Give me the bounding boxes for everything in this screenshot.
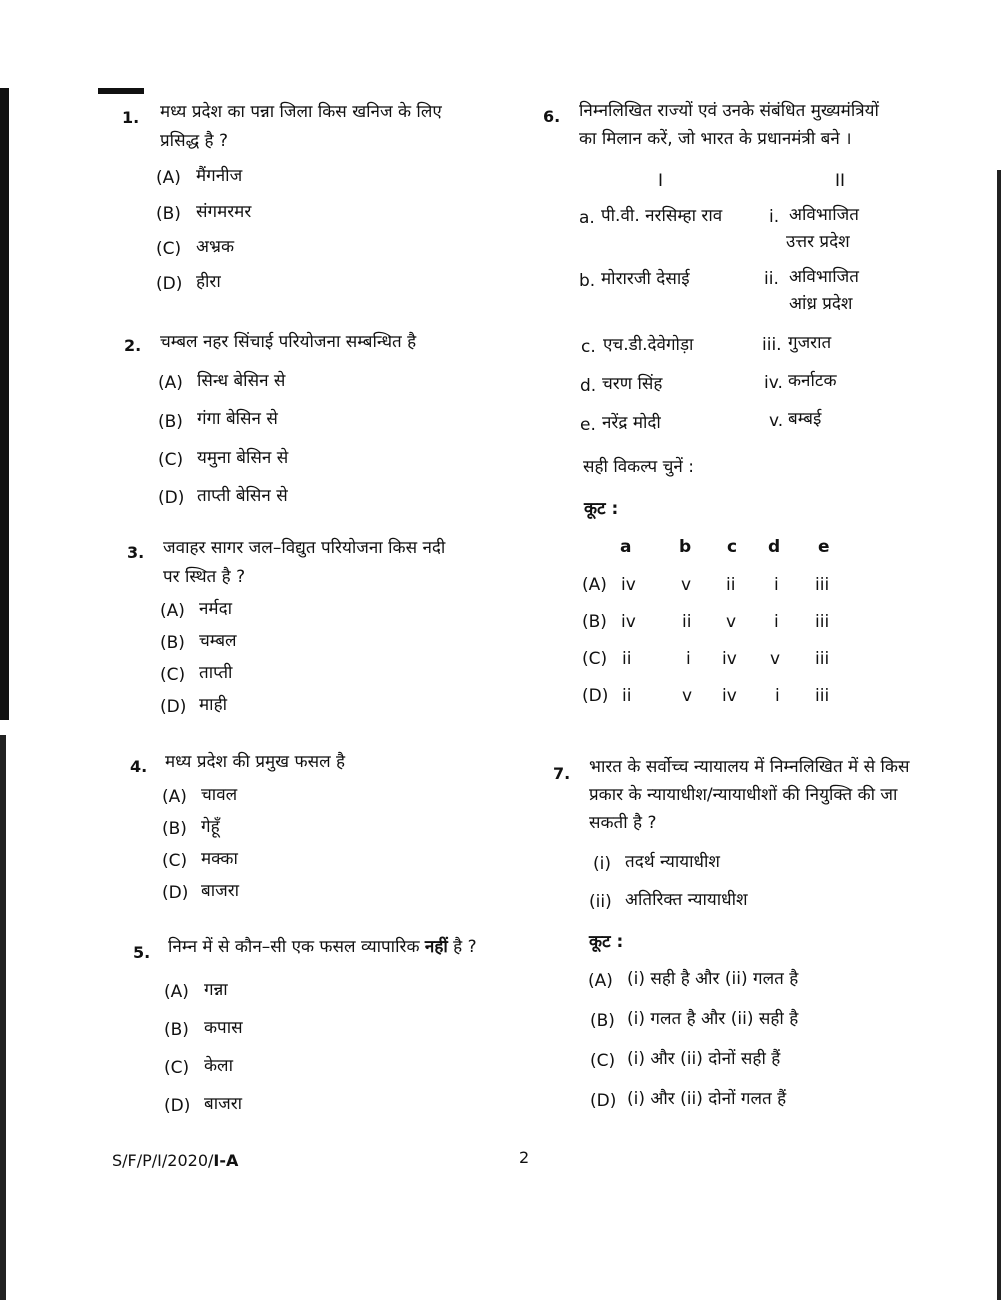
option-text: मैंगनीज <box>196 166 243 186</box>
match-col2-key: iii. <box>762 335 782 355</box>
paper-code: S/F/P/I/2020/I-A <box>112 1151 239 1170</box>
code-cell: ii <box>622 686 632 706</box>
match-col2-key: iv. <box>764 373 783 393</box>
match-col1-text: मोरारजी देसाई <box>601 269 690 289</box>
match-col2-text: अविभाजित <box>789 267 859 287</box>
option-key: (C) <box>158 450 184 470</box>
match-col2-text: कर्नाटक <box>788 371 837 391</box>
match-col1-text: एच.डी.देवेगोड़ा <box>603 335 694 355</box>
code-header: a <box>620 537 632 557</box>
code-header: b <box>679 537 692 557</box>
scan-edge-left-lower <box>0 735 6 1300</box>
option-key: (A) <box>588 971 613 991</box>
option-text: यमुना बेसिन से <box>197 448 289 468</box>
option-text: ताप्ती बेसिन से <box>197 486 288 506</box>
match-col1-key: a. <box>579 208 595 228</box>
option-text: गंगा बेसिन से <box>197 409 278 429</box>
match-col1-text: पी.वी. नरसिम्हा राव <box>601 206 723 226</box>
question-number: 1. <box>122 108 140 127</box>
code-cell: iii <box>815 686 830 706</box>
emphasis-not: नहीं <box>424 937 448 957</box>
question-stem-line1: मध्य प्रदेश की प्रमुख फसल है <box>165 752 346 772</box>
code-cell: ii <box>682 612 692 632</box>
code-label: कूट : <box>584 499 619 519</box>
option-key: (A) <box>162 787 187 807</box>
statement-text: तदर्थ न्यायाधीश <box>625 852 720 872</box>
match-col2-key: ii. <box>764 269 779 289</box>
option-text: अभ्रक <box>196 237 234 257</box>
option-text: (i) और (ii) दोनों सही हैं <box>627 1049 781 1069</box>
question-stem-line2: का मिलान करें, जो भारत के प्रधानमंत्री बने । <box>579 129 852 149</box>
question-number: 2. <box>124 336 142 355</box>
option-text: केला <box>204 1056 233 1076</box>
option-key: (D) <box>158 488 185 508</box>
option-key: (D) <box>164 1096 191 1116</box>
match-col2-key: v. <box>769 411 784 431</box>
match-col2-text: गुजरात <box>788 333 832 353</box>
code-cell: i <box>686 649 691 669</box>
code-cell: iv <box>621 575 636 595</box>
question-number: 5. <box>133 943 151 962</box>
question-stem-line1: निम्न में से कौन–सी एक फसल व्यापारिक नहीं है ? <box>168 937 477 957</box>
option-key: (A) <box>164 982 189 1002</box>
option-key: (C) <box>160 665 186 685</box>
option-key: (D) <box>156 274 183 294</box>
question-stem-line1: भारत के सर्वोच्च न्यायालय में निम्नलिखित में से किस <box>589 757 910 777</box>
option-key: (B) <box>158 412 183 432</box>
question-stem-line1: मध्य प्रदेश का पन्ना जिला किस खनिज के लिए <box>160 102 442 122</box>
option-key: (B) <box>162 819 187 839</box>
match-col2-text: अविभाजित <box>789 205 859 225</box>
match-col2-text: बम्बई <box>788 409 822 429</box>
scan-edge-right <box>997 170 1001 1300</box>
option-text: बाजरा <box>201 881 240 901</box>
option-text: चम्बल <box>199 631 237 651</box>
code-cell: ii <box>726 575 736 595</box>
option-text: ताप्ती <box>199 663 233 683</box>
option-key: (D) <box>590 1091 617 1111</box>
option-key: (B) <box>164 1020 189 1040</box>
option-text: बाजरा <box>204 1094 243 1114</box>
option-text: हीरा <box>196 272 221 292</box>
match-col2-text-line2: उत्तर प्रदेश <box>786 232 850 252</box>
option-text: (i) और (ii) दोनों गलत हैं <box>627 1089 787 1109</box>
code-cell: iv <box>722 649 737 669</box>
option-key: (C) <box>156 239 182 259</box>
option-key: (C) <box>162 851 188 871</box>
code-cell: i <box>774 612 779 632</box>
question-stem-line2: प्रसिद्ध है ? <box>160 131 229 151</box>
page-number: 2 <box>519 1148 530 1167</box>
question-stem-line1: जवाहर सागर जल–विद्युत परियोजना किस नदी <box>163 538 446 558</box>
option-key: (D) <box>162 883 189 903</box>
option-key: (A) <box>160 601 185 621</box>
code-cell: v <box>681 575 692 595</box>
option-key: (B) <box>156 204 181 224</box>
question-number: 6. <box>543 107 561 126</box>
statement-key: (i) <box>593 854 611 874</box>
code-row-key: (C) <box>582 649 608 669</box>
column-header-1: I <box>658 171 664 191</box>
code-cell: iii <box>815 575 830 595</box>
code-cell: i <box>775 686 780 706</box>
option-text: कपास <box>204 1018 243 1038</box>
match-col1-key: b. <box>579 271 596 291</box>
question-number: 3. <box>127 543 145 562</box>
code-header: e <box>818 537 830 557</box>
code-cell: ii <box>622 649 632 669</box>
option-key: (A) <box>156 168 181 188</box>
code-row-key: (B) <box>582 612 607 632</box>
statement-text: अतिरिक्त न्यायाधीश <box>625 890 748 910</box>
code-cell: iii <box>815 612 830 632</box>
code-cell: v <box>682 686 693 706</box>
column-header-2: II <box>835 171 846 191</box>
question-number: 4. <box>130 757 148 776</box>
match-col2-text-line2: आंध्र प्रदेश <box>789 294 853 314</box>
question-stem-line2: पर स्थित है ? <box>163 567 246 587</box>
code-cell: v <box>770 649 781 669</box>
code-label: कूट : <box>589 932 624 952</box>
question-stem-line1: चम्बल नहर सिंचाई परियोजना सम्बन्धित है <box>160 332 417 352</box>
match-col1-text: चरण सिंह <box>602 374 663 394</box>
option-key: (C) <box>164 1058 190 1078</box>
question-stem-line2: प्रकार के न्यायाधीश/न्यायाधीशों की नियुक्ति की जा <box>589 785 898 805</box>
option-key: (B) <box>160 633 185 653</box>
match-col1-key: e. <box>580 415 596 435</box>
option-text: मक्का <box>201 849 238 869</box>
code-cell: iii <box>815 649 830 669</box>
option-text: नर्मदा <box>199 599 233 619</box>
scan-edge-left <box>0 88 9 720</box>
option-key: (C) <box>590 1051 616 1071</box>
code-row-key: (D) <box>582 686 609 706</box>
option-text: गेहूँ <box>201 817 220 837</box>
question-number: 7. <box>553 764 571 783</box>
option-text: (i) सही है और (ii) गलत है <box>627 969 799 989</box>
option-text: संगमरमर <box>196 202 252 222</box>
option-text: (i) गलत है और (ii) सही है <box>627 1009 799 1029</box>
code-header: d <box>768 537 781 557</box>
code-cell: v <box>726 612 737 632</box>
code-header: c <box>727 537 738 557</box>
code-row-key: (A) <box>582 575 607 595</box>
instruction: सही विकल्प चुनें : <box>583 457 694 477</box>
code-cell: iv <box>621 612 636 632</box>
option-text: माही <box>199 695 227 715</box>
scan-mark <box>98 88 144 94</box>
option-text: गन्ना <box>204 980 228 1000</box>
match-col1-text: नरेंद्र मोदी <box>602 413 661 433</box>
option-text: सिन्ध बेसिन से <box>197 371 286 391</box>
option-key: (A) <box>158 373 183 393</box>
question-stem-line3: सकती है ? <box>589 813 657 833</box>
option-text: चावल <box>201 785 238 805</box>
match-col1-key: d. <box>580 376 597 396</box>
match-col1-key: c. <box>581 337 596 357</box>
statement-key: (ii) <box>589 892 612 912</box>
code-cell: i <box>774 575 779 595</box>
match-col2-key: i. <box>769 207 780 227</box>
option-key: (D) <box>160 697 187 717</box>
question-stem-line1: निम्नलिखित राज्यों एवं उनके संबंधित मुख्यमंत्रियों <box>579 101 879 121</box>
option-key: (B) <box>590 1011 615 1031</box>
code-cell: iv <box>722 686 737 706</box>
